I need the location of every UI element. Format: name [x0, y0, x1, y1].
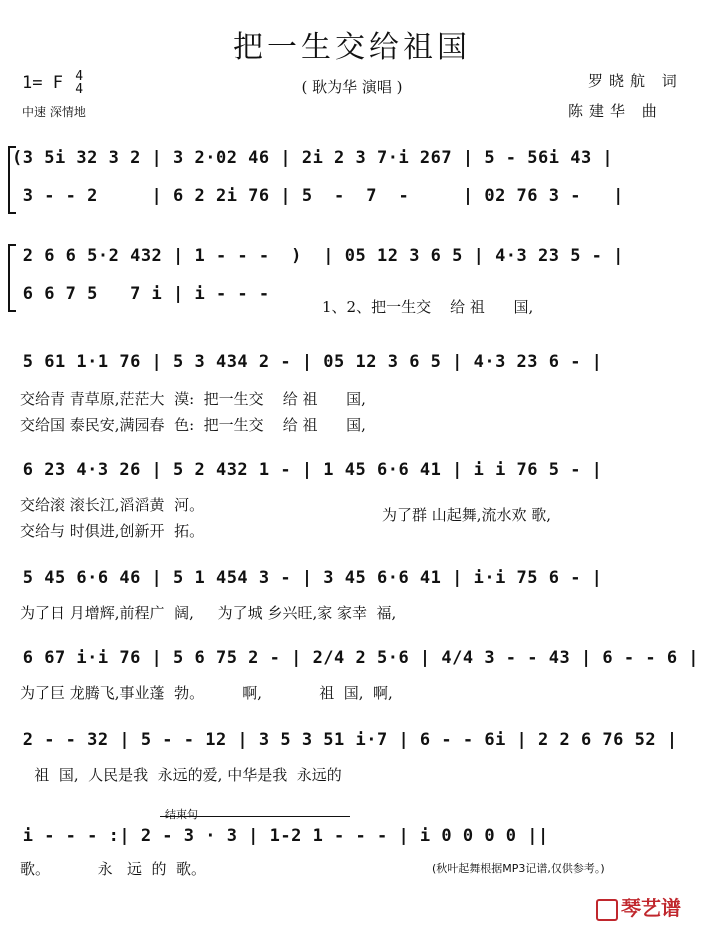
ending-bracket-line: [160, 816, 350, 818]
lyric-line: 歌。 永 远 的 歌。: [20, 860, 207, 878]
time-den: 4: [75, 82, 84, 97]
tempo-marking: 中速 深情地: [22, 105, 86, 119]
logo-icon: [596, 899, 618, 921]
notation-line: 5 45 6·6 46 | 5 1 454 3 - | 3 45 6·6 41 | i·i 75 6 - |: [12, 568, 603, 588]
time-num: 4: [75, 69, 84, 84]
key-signature: [22, 70, 83, 96]
lyric-line: 交给滚 滚长江,滔滔黄 河。: [20, 496, 205, 514]
lyric-line: 祖 国, 人民是我 永远的爱, 中华是我 永远的: [20, 766, 342, 784]
notation-line: 6 6 7 5 7 i | i - - -: [12, 284, 270, 304]
site-logo[interactable]: [596, 892, 681, 921]
notation-line: 5 61 1·1 76 | 5 3 434 2 - | 05 12 3 6 5 | 4·3 23 6 - |: [12, 352, 603, 372]
notation-line: 2 6 6 5·2 432 | 1 - - - ) | 05 12 3 6 5 | 4·3 23 5 - |: [12, 246, 624, 266]
lyric-line: 交给国 泰民安,满园春 色: 把一生交 给 祖 国,: [20, 416, 366, 434]
performer: ( 耿为华 演唱 ): [301, 78, 403, 96]
notation-line: (3 5i 32 3 2 | 3 2·02 46 | 2i 2 3 7·i 267 | 5 - 56i 43 |: [12, 148, 614, 168]
notation-line: 6 67 i·i 76 | 5 6 75 2 - | 2/4 2 5·6 | 4/4 3 - - 43 | 6 - - 6 |: [12, 648, 700, 668]
ending-label: 结束句: [165, 808, 198, 821]
notation-line: i - - - :| 2 - 3 · 3 | 1-2 1 - - - | i 0 0 0 0 ||: [12, 826, 549, 846]
logo-text: 琴艺谱: [621, 896, 681, 920]
lyric-line: 交给与 时俱进,创新开 拓。: [20, 522, 205, 540]
time-signature: [75, 70, 83, 96]
composer: 陈建华 曲: [568, 102, 663, 120]
song-title: 把一生交给祖国: [233, 30, 471, 65]
key-text: 1= F: [22, 73, 63, 93]
notation-line: 2 - - 32 | 5 - - 12 | 3 5 3 51 i·7 | 6 - - 6i | 2 2 6 76 52 |: [12, 730, 678, 750]
lyricist: 罗晓航 词: [588, 72, 683, 90]
notation-line: 3 - - 2 | 6 2 2i 76 | 5 - 7 - | 02 76 3 - |: [12, 186, 624, 206]
lyric-line: 为了群 山起舞,流水欢 歌,: [382, 506, 552, 524]
notation-line: 6 23 4·3 26 | 5 2 432 1 - | 1 45 6·6 41 | i i 76 5 - |: [12, 460, 603, 480]
lyric-line: 为了巨 龙腾飞,事业蓬 勃。 啊, 祖 国, 啊,: [20, 684, 393, 702]
lyric-line: 1、2、把一生交 给 祖 国,: [322, 298, 534, 316]
lyric-line: 交给青 青草原,茫茫大 漠: 把一生交 给 祖 国,: [20, 390, 366, 408]
lyric-line: 为了日 月增辉,前程广 阔, 为了城 乡兴旺,家 家幸 福,: [20, 604, 397, 622]
transcription-note: (秋叶起舞根据MP3记谱,仅供参考。): [432, 862, 605, 875]
